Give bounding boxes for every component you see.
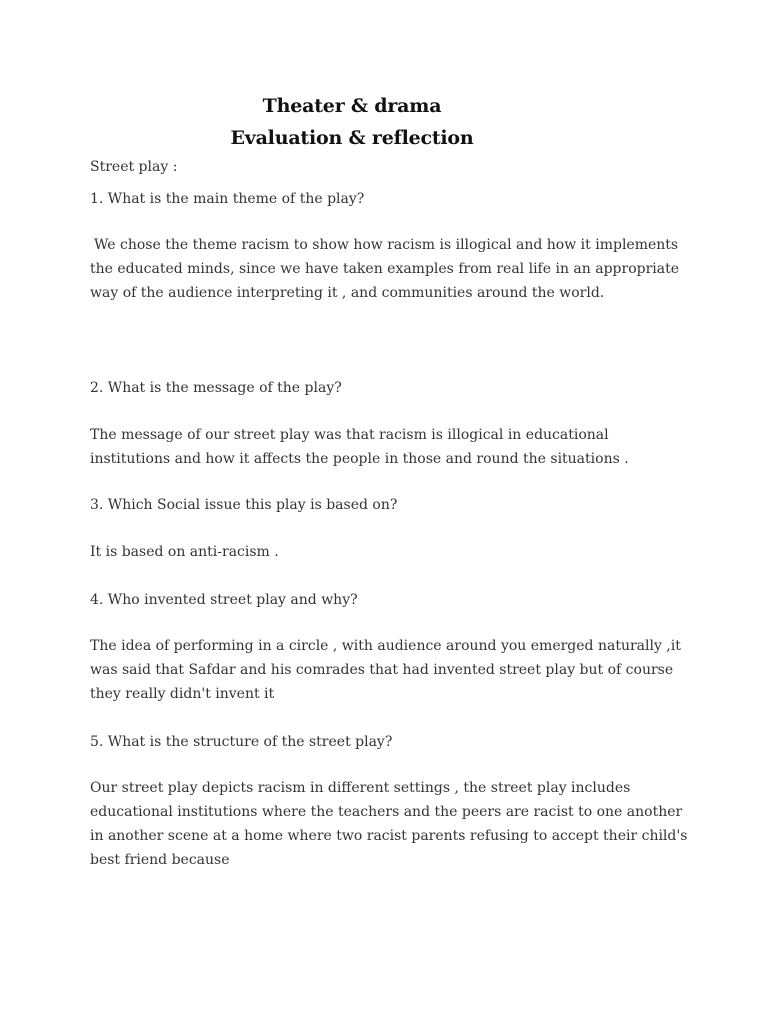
answer-5: Our street play depicts racism in different settings , the street play includes educational institutions where the teachers and the peers are racist to one another in another scene at a home where two racist parents refusing to accept their child's best friend because [90, 780, 688, 868]
question-3: 3. Which Social issue this play is based on? [90, 497, 398, 513]
answer-1: We chose the theme racism to show how racism is illogical and how it implements the educated minds, since we have taken examples from real life in an appropriate way of the audience interpreting it , and communities around the world. [90, 237, 680, 301]
section-label: Street play : [90, 159, 178, 175]
answer-3: It is based on anti-racism . [90, 544, 279, 560]
document-title-line-1: Theater & drama [262, 95, 442, 117]
document-title-line-2: Evaluation & reflection [230, 127, 474, 149]
question-2: 2. What is the message of the play? [90, 380, 342, 396]
question-4: 4. Who invented street play and why? [90, 592, 358, 608]
answer-2: The message of our street play was that racism is illogical in educational institutions and how it affects the people in those and round the situations . [90, 427, 629, 467]
question-5: 5. What is the structure of the street play? [90, 734, 393, 750]
answer-4: The idea of performing in a circle , with audience around you emerged naturally ,it was said that Safdar and his comrades that had invented street play but of course they really didn't invent it [90, 638, 681, 702]
question-1: 1. What is the main theme of the play? [90, 191, 365, 207]
